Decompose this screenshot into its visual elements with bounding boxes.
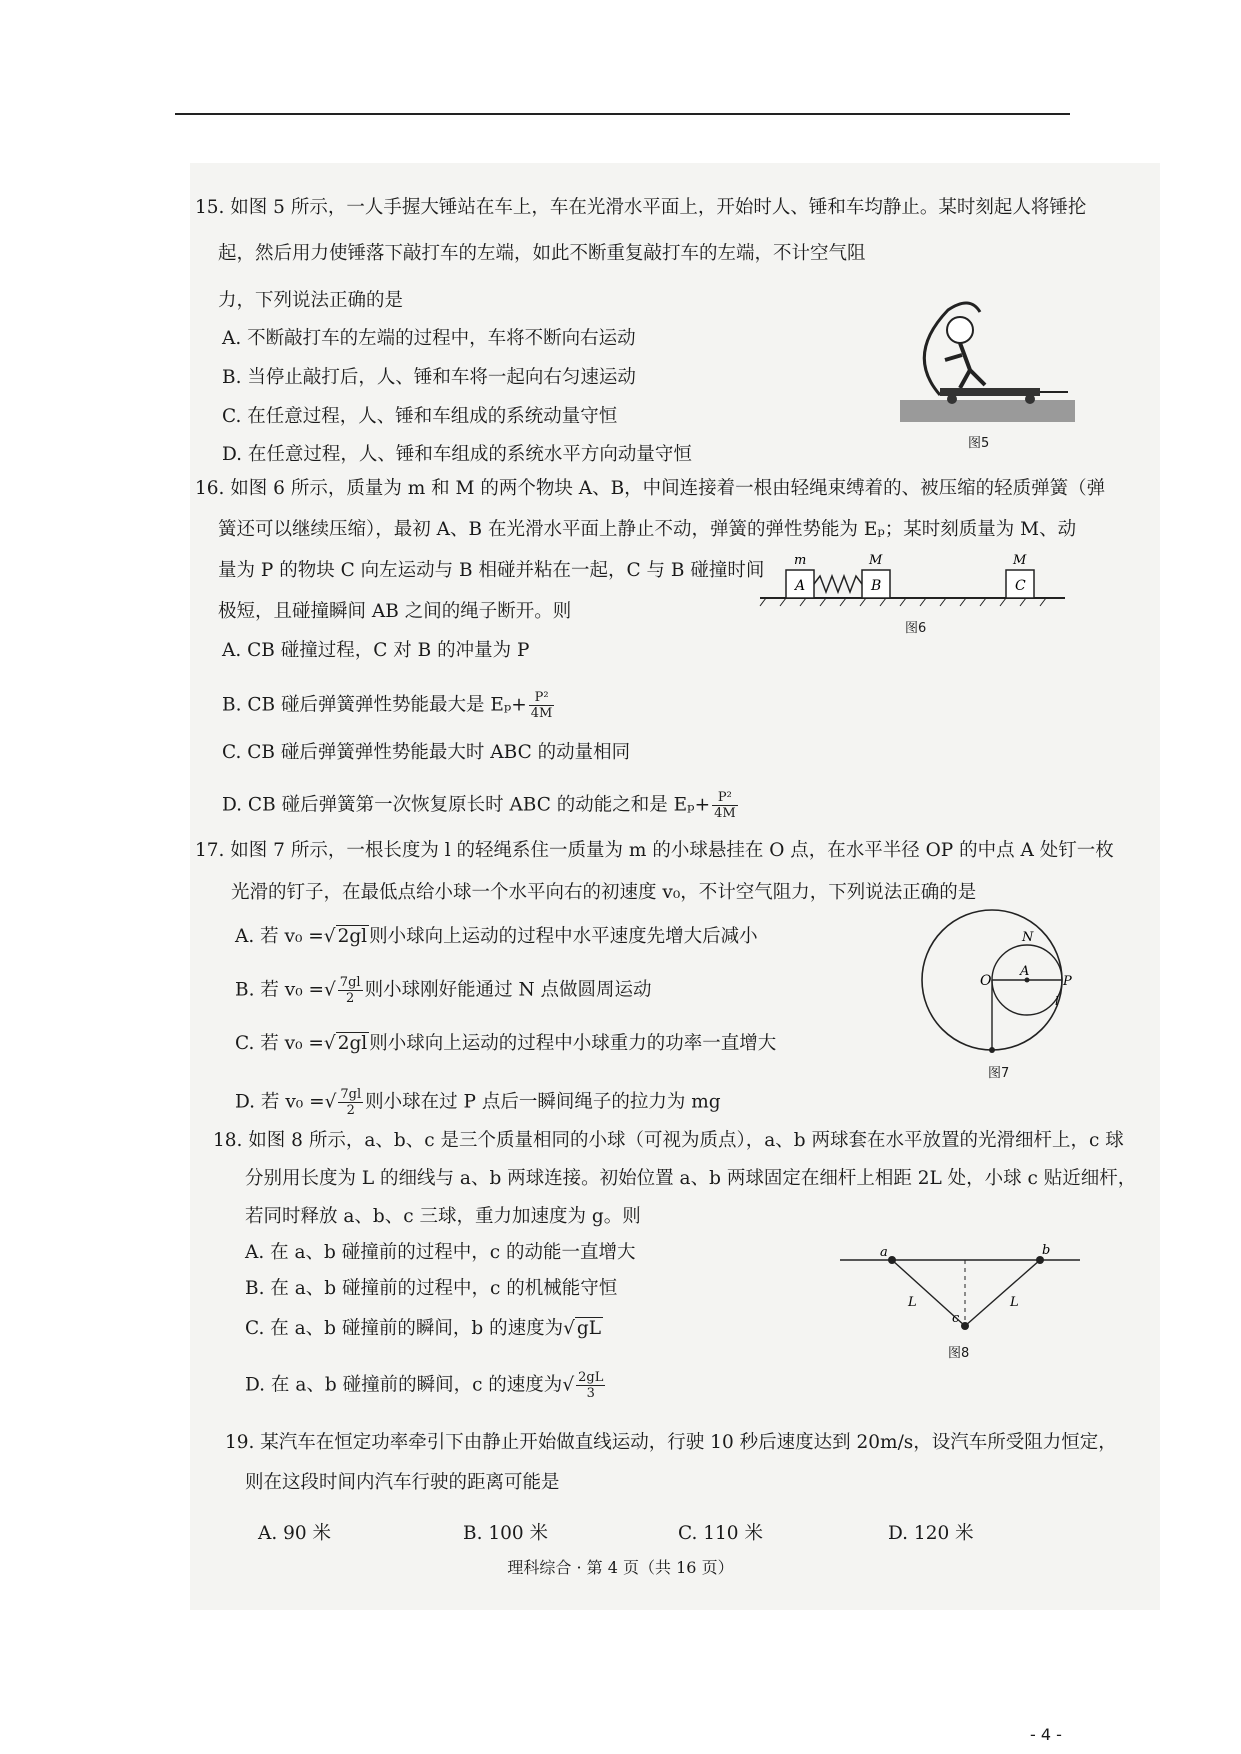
sqrt-icon: √ xyxy=(324,1091,337,1113)
fig8-label-l-left: L xyxy=(908,1295,917,1310)
fig8-label-l-right: L xyxy=(1010,1295,1019,1310)
fig7-label-l: l xyxy=(1055,994,1059,1008)
fig7-label-o: O xyxy=(980,973,992,989)
fig7-label-a: A xyxy=(1020,964,1030,979)
figure-7-circle-pendulum xyxy=(920,905,1070,1060)
figure-8-caption: 图8 xyxy=(948,1346,970,1361)
q19-option-d: D. 120 米 xyxy=(888,1523,974,1544)
q19-line1: 19. 某汽车在恒定功率牵引下由静止开始做直线运动，行驶 10 秒后速度达到 20m/s，设汽车所受阻力恒定， xyxy=(225,1432,1117,1453)
fraction-numerator: P² xyxy=(712,790,738,806)
q18-line2: 分别用长度为 L 的细线与 a、b 两球连接。初始位置 a、b 两球固定在细杆上相距 2L 处，小球 c 贴近细杆， xyxy=(245,1168,1137,1189)
fig6-label-m-c: M xyxy=(1013,553,1027,568)
q15-option-b: B. 当停止敲打后，人、锤和车将一起向右匀速运动 xyxy=(222,367,636,388)
q18-option-c xyxy=(245,1318,603,1340)
q16-option-a: A. CB 碰撞过程，C 对 B 的冲量为 P xyxy=(222,640,530,661)
q17-option-b-prefix: B. 若 v₀ = xyxy=(235,979,324,1001)
q17-option-b-text: 则小球刚好能通过 N 点做圆周运动 xyxy=(364,979,652,1001)
sqrt-icon: √ xyxy=(324,979,336,1001)
q17-option-a-radicand: 2gl xyxy=(337,926,368,947)
fraction-denominator: 2 xyxy=(346,1103,355,1118)
q17-option-c-radicand: 2gl xyxy=(337,1033,368,1054)
q19-line2: 则在这段时间内汽车行驶的距离可能是 xyxy=(245,1472,560,1493)
figure-5-caption: 图5 xyxy=(968,436,990,451)
fig6-label-m: m xyxy=(794,553,807,568)
sqrt-icon: √ xyxy=(323,926,336,947)
q17-option-d-text: 则小球在过 P 点后一瞬间绳子的拉力为 mg xyxy=(365,1091,721,1113)
fraction-denominator: 2 xyxy=(346,991,355,1006)
q17-option-d-prefix: D. 若 v₀ = xyxy=(235,1091,325,1113)
q17-option-c-text: 则小球向上运动的过程中小球重力的功率一直增大 xyxy=(369,1033,777,1054)
q16-option-d-fraction xyxy=(712,790,738,821)
q16-option-d-text: D. CB 碰后弹簧第一次恢复原长时 ABC 的动能之和是 Eₚ+ xyxy=(222,794,711,816)
fraction-numerator: 2gL xyxy=(578,1370,604,1385)
q19-option-c: C. 110 米 xyxy=(678,1523,763,1544)
q16-line4: 极短，且碰撞瞬间 AB 之间的绳子断开。则 xyxy=(218,601,572,622)
figure-7-caption: 图7 xyxy=(988,1066,1010,1081)
q16-option-b-fraction xyxy=(529,690,555,721)
q15-option-d: D. 在任意过程，人、锤和车组成的系统水平方向动量守恒 xyxy=(222,444,692,465)
fig7-label-p: P xyxy=(1063,974,1072,989)
fraction-numerator: 7gl xyxy=(339,975,361,990)
fig8-label-c: c xyxy=(952,1311,960,1326)
q16-option-c: C. CB 碰后弹簧弹性势能最大时 ABC 的动量相同 xyxy=(222,742,631,763)
q18-line3: 若同时释放 a、b、c 三球，重力加速度为 g。则 xyxy=(245,1206,641,1227)
q18-option-c-radicand: gL xyxy=(576,1318,602,1339)
sqrt-icon: √ xyxy=(323,1033,336,1054)
q18-line1: 18. 如图 8 所示，a、b、c 是三个质量相同的小球（可视为质点），a、b 两球套在水平放置的光滑细杆上，c 球 xyxy=(213,1130,1124,1151)
fraction-numerator: P² xyxy=(529,690,555,706)
q18-option-d-fraction xyxy=(576,1370,605,1401)
sqrt-icon: √ xyxy=(562,1374,575,1396)
q17-option-a-text: 则小球向上运动的过程中水平速度先增大后减小 xyxy=(369,926,758,947)
q16-option-b-text: B. CB 碰后弹簧弹性势能最大是 Eₚ+ xyxy=(222,694,527,716)
page-footer: 理科综合 · 第 4 页（共 16 页） xyxy=(507,1558,734,1577)
q18-option-b: B. 在 a、b 碰撞前的过程中，c 的机械能守恒 xyxy=(245,1278,618,1299)
top-rule xyxy=(175,113,1070,115)
q15-line1: 15. 如图 5 所示，一人手握大锤站在车上，车在光滑水平面上，开始时人、锤和车均静止。某时刻起人将锤抡 xyxy=(195,197,1087,218)
fraction-denominator: 4M xyxy=(714,806,736,821)
page-number: - 4 - xyxy=(1030,1725,1062,1744)
q18-option-a: A. 在 a、b 碰撞前的过程中，c 的动能一直增大 xyxy=(245,1242,636,1263)
q18-option-d-text: D. 在 a、b 碰撞前的瞬间，c 的速度为 xyxy=(245,1374,563,1396)
figure-6-blocks-spring xyxy=(760,550,1070,610)
q15-line2: 起，然后用力使锤落下敲打车的左端，如此不断重复敲打车的左端，不计空气阻 xyxy=(218,243,866,264)
fig6-block-b: B xyxy=(871,578,882,594)
fig7-label-n: N xyxy=(1022,930,1034,945)
q16-line2: 簧还可以继续压缩），最初 A、B 在光滑水平面上静止不动，弹簧的弹性势能为 Eₚ；某时刻质量为 M、动 xyxy=(218,519,1077,540)
q17-option-d-fraction xyxy=(338,1087,363,1118)
fig6-block-c: C xyxy=(1015,578,1026,594)
fig6-block-a: A xyxy=(795,578,806,594)
q17-option-c-prefix: C. 若 v₀ = xyxy=(235,1033,324,1054)
figure-5-hammer-cart xyxy=(900,300,1075,430)
q15-option-c: C. 在任意过程，人、锤和车组成的系统动量守恒 xyxy=(222,406,618,427)
fraction-denominator: 3 xyxy=(586,1386,595,1401)
q17-option-c xyxy=(235,1033,776,1055)
q17-option-d xyxy=(235,1087,721,1118)
q19-option-a: A. 90 米 xyxy=(258,1523,332,1544)
q16-line1: 16. 如图 6 所示，质量为 m 和 M 的两个物块 A、B，中间连接着一根由轻绳束缚着的、被压缩的轻质弹簧（弹 xyxy=(195,478,1106,499)
q17-line2: 光滑的钉子，在最低点给小球一个水平向右的初速度 v₀，不计空气阻力，下列说法正确的是 xyxy=(231,882,977,903)
q19-option-b: B. 100 米 xyxy=(463,1523,549,1544)
q17-option-b-fraction xyxy=(338,975,363,1006)
fig8-label-b: b xyxy=(1042,1243,1051,1258)
q15-option-a: A. 不断敲打车的左端的过程中，车将不断向右运动 xyxy=(222,328,636,349)
fig8-label-a: a xyxy=(880,1245,888,1260)
q17-option-a-prefix: A. 若 v₀ = xyxy=(235,926,324,947)
q15-line3: 力，下列说法正确的是 xyxy=(218,290,404,311)
q17-line1: 17. 如图 7 所示，一根长度为 l 的轻绳系住一质量为 m 的小球悬挂在 O 点，在水平半径 OP 的中点 A 处钉一枚 xyxy=(195,840,1114,861)
figure-6-caption: 图6 xyxy=(905,621,927,636)
q17-option-b xyxy=(235,975,652,1006)
fraction-numerator: 7gl xyxy=(340,1087,362,1102)
figure-8-rod-balls xyxy=(840,1240,1080,1340)
sqrt-icon: √ xyxy=(563,1318,575,1339)
q18-option-d xyxy=(245,1370,607,1401)
fig6-label-m-b: M xyxy=(869,553,883,568)
q16-option-b xyxy=(222,690,556,721)
q18-option-c-text: C. 在 a、b 碰撞前的瞬间，b 的速度为 xyxy=(245,1318,564,1339)
q17-option-a xyxy=(235,926,758,948)
q16-line3: 量为 P 的物块 C 向左运动与 B 相碰并粘在一起，C 与 B 碰撞时间 xyxy=(218,560,765,581)
q16-option-d xyxy=(222,790,740,821)
fraction-denominator: 4M xyxy=(530,706,553,721)
